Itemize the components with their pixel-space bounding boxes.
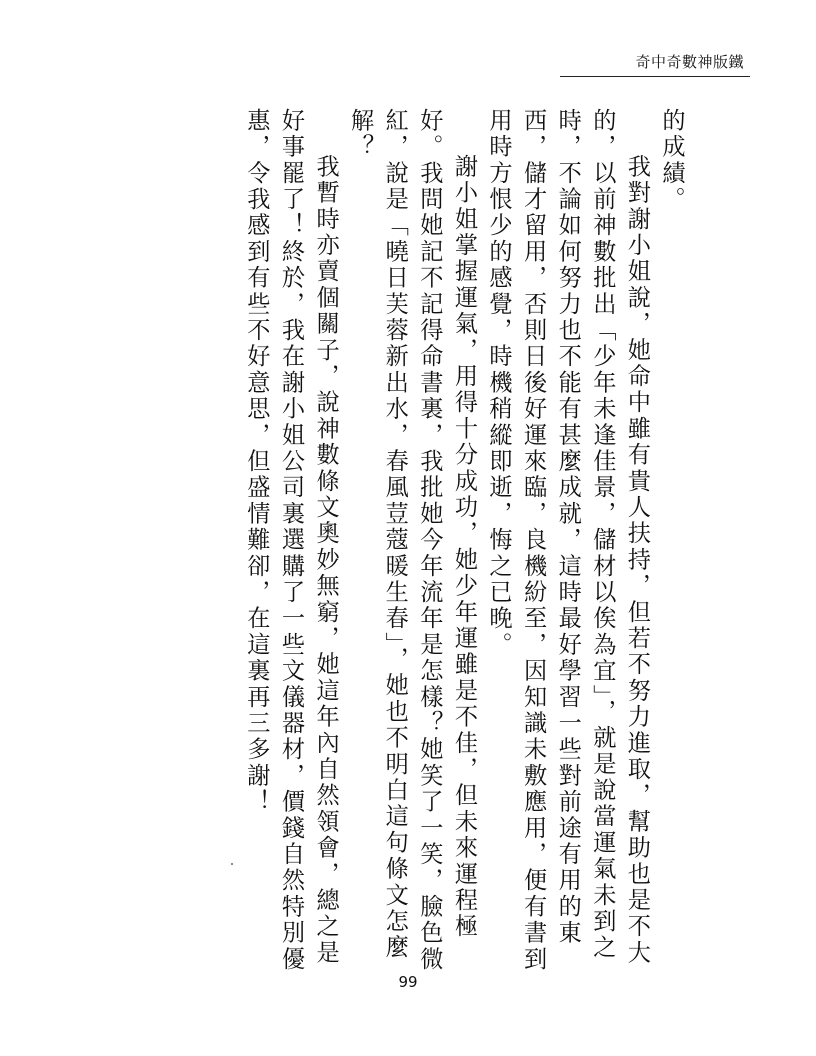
paragraph-4: 我暫時亦賣個關子，說神數條文奧妙無窮，她這年內自然領會，總之是好事罷了！終於，我在謝小姐公司裏選購了一些文儀器材，價錢自然特別優惠，令我感到有些不好意思，但盛情難卻，在這裏再三多謝！	[242, 108, 340, 973]
paragraph-1: 的成績。	[658, 108, 685, 213]
paragraph-3: 謝小姐掌握運氣，用得十分成功，她少年運雖是不佳，但未來運程極好。我問她記不記得命書裏，我批她今年流年是怎樣？她笑了一笑，臉色微紅，說是「曉日芙蓉新出水，春風荳蔻暖生春」，她也不明白這句條文怎麼解？	[346, 108, 478, 973]
running-header-title: 奇中奇數神版鐵	[635, 53, 744, 71]
running-header	[560, 50, 750, 77]
vertical-text-body	[218, 108, 688, 973]
page-number: 99	[398, 973, 418, 991]
scan-speck	[231, 863, 233, 865]
paragraph-2: 我對謝小姐說，她命中雖有貴人扶持，但若不努力進取，幫助也是不大的，以前神數批出「少年未逢佳景，儲材以俟為宜」，就是說當運氣未到之時，不論如何努力也不能有甚麼成就，這時最好學習一些對前途有用的東西，儲才留用，否則日後好運來臨，良機紛至，因知識未敷應用，便有書到用時方恨少的感覺，時機稍縱即逝，悔之已晚。	[485, 108, 651, 973]
